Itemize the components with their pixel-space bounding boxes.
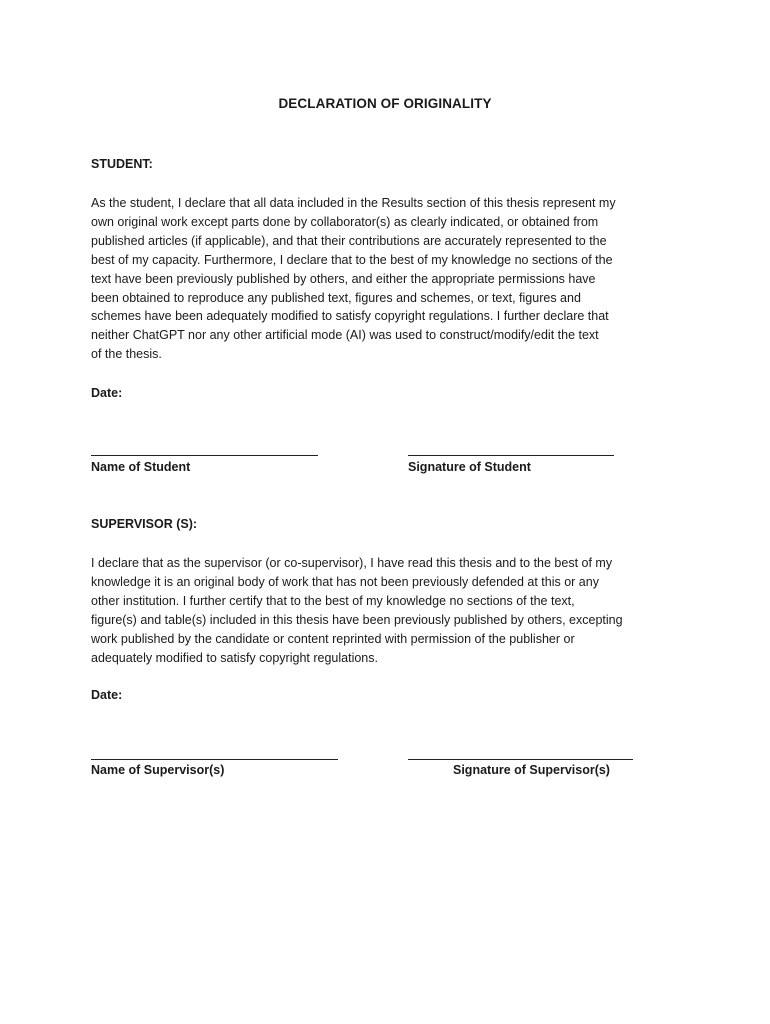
student-signature-line	[408, 455, 614, 456]
student-paragraph-line: published articles (if applicable), and that their contributions are accurately represented to the	[91, 233, 607, 248]
student-date-label: Date:	[91, 386, 123, 400]
supervisor-paragraph-line: adequately modified to satisfy copyright regulations.	[91, 650, 378, 665]
supervisor-signature-label: Signature of Supervisor(s)	[453, 763, 610, 777]
supervisor-paragraph-line: I declare that as the supervisor (or co-supervisor), I have read this thesis and to the best of my	[91, 556, 613, 570]
student-paragraph-line: best of my capacity. Furthermore, I declare that to the best of my knowledge no sections of the	[91, 252, 613, 267]
supervisor-name-label: Name of Supervisor(s)	[91, 763, 225, 777]
student-name-line	[91, 455, 318, 456]
student-paragraph-line: of the thesis.	[91, 347, 162, 362]
student-name-label: Name of Student	[91, 460, 191, 474]
supervisor-paragraph-line: knowledge it is an original body of work that has not been previously defended at this or any	[91, 574, 599, 589]
supervisor-heading: SUPERVISOR (S):	[91, 517, 198, 531]
supervisor-date-label: Date:	[91, 688, 123, 702]
supervisor-declaration-paragraph	[91, 554, 681, 667]
supervisor-name-line	[91, 759, 338, 760]
supervisor-signature-line	[408, 759, 633, 760]
student-declaration-paragraph	[91, 194, 681, 364]
supervisor-paragraph-line: work published by the candidate or content reprinted with permission of the publisher or	[91, 631, 575, 646]
student-paragraph-line: neither ChatGPT nor any other artificial mode (AI) was used to construct/modify/edit the text	[91, 328, 599, 343]
student-paragraph-line: own original work except parts done by collaborator(s) as clearly indicated, or obtained from	[91, 214, 599, 229]
student-paragraph-line: As the student, I declare that all data included in the Results section of this thesis represent my	[91, 196, 616, 210]
student-heading: STUDENT:	[91, 157, 153, 171]
student-paragraph-line: been obtained to reproduce any published text, figures and schemes, or text, figures and	[91, 290, 581, 305]
document-title: DECLARATION OF ORIGINALITY	[278, 96, 492, 111]
student-paragraph-line: schemes have been adequately modified to satisfy copyright regulations. I further declare that	[91, 309, 609, 324]
supervisor-paragraph-line: figure(s) and table(s) included in this thesis have been previously published by others, excepting	[91, 612, 623, 627]
student-paragraph-line: text have been previously published by others, and either the appropriate permissions have	[91, 271, 596, 286]
student-signature-label: Signature of Student	[408, 460, 531, 474]
supervisor-paragraph-line: other institution. I further certify that to the best of my knowledge no sections of the text,	[91, 593, 575, 608]
